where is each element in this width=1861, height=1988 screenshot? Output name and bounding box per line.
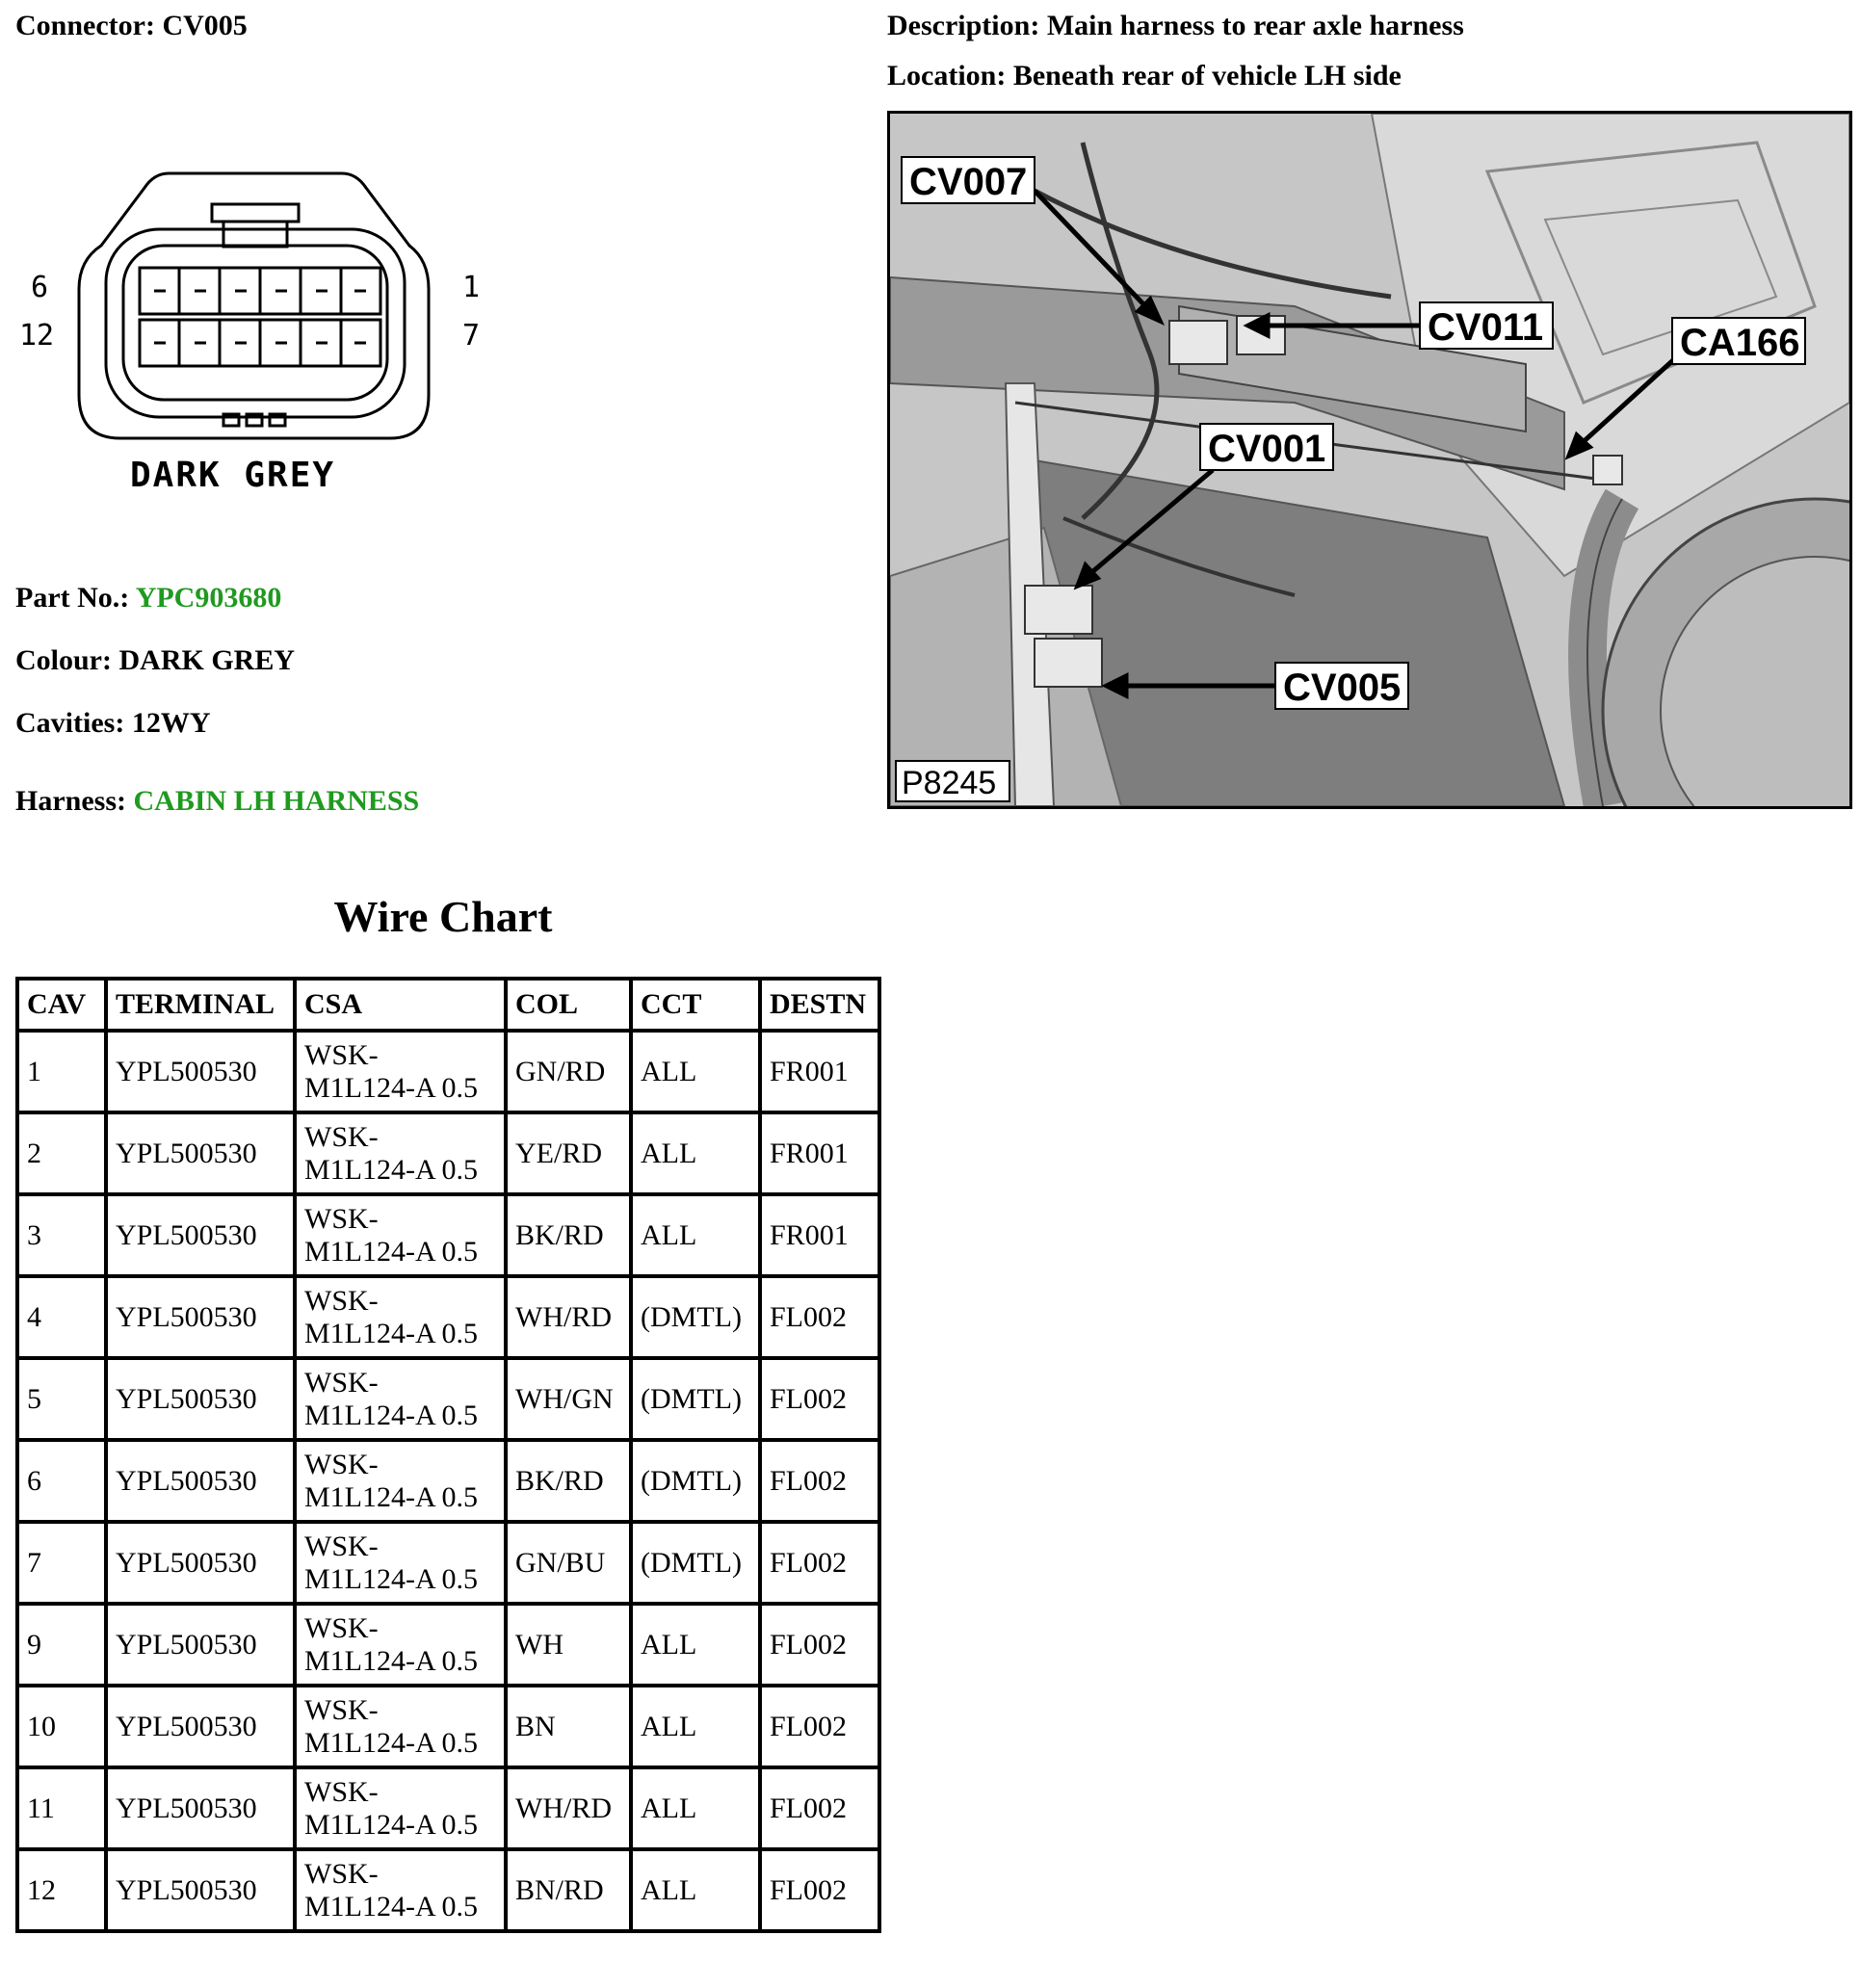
cell-terminal	[106, 1440, 295, 1522]
cell-col	[506, 1767, 631, 1849]
cell-terminal-text: YPL500530	[116, 1546, 257, 1579]
cell-cct-text: ALL	[641, 1628, 697, 1661]
cell-destn	[760, 1522, 879, 1604]
cell-cct-text: (DMTL)	[641, 1546, 742, 1579]
cell-csa-text: WSK-	[304, 1775, 379, 1808]
table-row	[17, 1686, 879, 1767]
table-row	[17, 1767, 879, 1849]
cell-destn-text: FL002	[770, 1382, 848, 1415]
cell-col	[506, 1276, 631, 1358]
cell-csa	[295, 1440, 506, 1522]
wire-chart-title: Wire Chart	[333, 892, 553, 941]
connector-face-diagram	[10, 154, 491, 510]
cell-terminal	[106, 1686, 295, 1767]
cell-destn-text: FR001	[770, 1055, 849, 1087]
header-terminal: TERMINAL	[106, 979, 295, 1031]
cell-cct	[631, 1276, 760, 1358]
cell-csa	[295, 1358, 506, 1440]
cell-cct-text: (DMTL)	[641, 1382, 742, 1415]
location-photo	[887, 111, 1852, 809]
cell-csa-text: WSK-	[304, 1366, 379, 1399]
table-row	[17, 1358, 879, 1440]
cell-terminal	[106, 1276, 295, 1358]
cell-cct-text: ALL	[641, 1055, 697, 1087]
cell-cct	[631, 1112, 760, 1194]
cell-col-text: BK/RD	[515, 1464, 604, 1497]
cell-csa	[295, 1767, 506, 1849]
cell-terminal-text: YPL500530	[116, 1792, 257, 1824]
cell-csa-text: M1L124-A 0.5	[304, 1317, 478, 1349]
cell-cav	[17, 1849, 106, 1931]
cell-col-text: BN	[515, 1710, 556, 1742]
cell-csa	[295, 1686, 506, 1767]
table-header-row	[17, 979, 879, 1031]
cell-csa-text: M1L124-A 0.5	[304, 1644, 478, 1677]
connector-colour-label: DARK GREY	[130, 456, 336, 495]
cell-col-text: YE/RD	[515, 1137, 602, 1169]
cell-terminal-text: YPL500530	[116, 1873, 257, 1906]
cell-destn-text: FL002	[770, 1792, 848, 1824]
cell-csa	[295, 1112, 506, 1194]
cell-cav-text: 5	[27, 1382, 41, 1415]
cell-col-text: BN/RD	[515, 1873, 604, 1906]
connector-id: Connector: CV005	[15, 10, 248, 41]
cell-cct	[631, 1031, 760, 1112]
cell-col	[506, 1112, 631, 1194]
cell-cct	[631, 1194, 760, 1276]
pin-label-12: 12	[19, 319, 55, 353]
pin-label-6: 6	[31, 271, 49, 304]
table-row	[17, 1522, 879, 1604]
cell-col	[506, 1604, 631, 1686]
cell-col-text: GN/RD	[515, 1055, 606, 1087]
cell-csa-text: M1L124-A 0.5	[304, 1808, 478, 1841]
cell-csa-text: M1L124-A 0.5	[304, 1562, 478, 1595]
cell-cct-text: (DMTL)	[641, 1464, 742, 1497]
cell-col	[506, 1194, 631, 1276]
description: Description: Main harness to rear axle harness	[887, 10, 1464, 41]
cell-cav-text: 9	[27, 1628, 41, 1661]
cell-cav	[17, 1358, 106, 1440]
cell-csa-text: WSK-	[304, 1693, 379, 1726]
cell-cct-text: ALL	[641, 1710, 697, 1742]
cell-csa-text: M1L124-A 0.5	[304, 1890, 478, 1923]
harness: Harness: CABIN LH HARNESS	[15, 785, 420, 817]
cell-col	[506, 1440, 631, 1522]
cell-destn-text: FR001	[770, 1218, 849, 1251]
cell-cct	[631, 1522, 760, 1604]
cell-cav-text: 4	[27, 1300, 41, 1333]
cell-destn	[760, 1276, 879, 1358]
cell-terminal	[106, 1522, 295, 1604]
pin-label-1: 1	[462, 271, 481, 304]
cell-cct	[631, 1604, 760, 1686]
header-col: COL	[506, 979, 631, 1031]
wire-chart-table	[15, 977, 881, 1933]
header-cav: CAV	[17, 979, 106, 1031]
cell-csa	[295, 1276, 506, 1358]
cell-cav-text: 2	[27, 1137, 41, 1169]
table-row	[17, 1194, 879, 1276]
cell-destn	[760, 1686, 879, 1767]
cell-col-text: BK/RD	[515, 1218, 604, 1251]
cell-csa	[295, 1522, 506, 1604]
cell-col-text: WH/RD	[515, 1300, 612, 1333]
cell-csa	[295, 1604, 506, 1686]
cell-cav	[17, 1112, 106, 1194]
cell-cav-text: 3	[27, 1218, 41, 1251]
cell-col	[506, 1522, 631, 1604]
cell-csa-text: WSK-	[304, 1530, 379, 1562]
callout-cv001: CV001	[1208, 428, 1326, 470]
cell-cav-text: 11	[27, 1792, 55, 1824]
cell-terminal	[106, 1194, 295, 1276]
cell-col-text: GN/BU	[515, 1546, 606, 1579]
table-row	[17, 1112, 879, 1194]
cell-cav	[17, 1440, 106, 1522]
cell-destn-text: FL002	[770, 1628, 848, 1661]
cell-cct	[631, 1849, 760, 1931]
cell-cav	[17, 1767, 106, 1849]
cell-cct-text: (DMTL)	[641, 1300, 742, 1333]
cell-cct	[631, 1358, 760, 1440]
location: Location: Beneath rear of vehicle LH side	[887, 60, 1402, 92]
cell-csa	[295, 1031, 506, 1112]
cell-destn-text: FR001	[770, 1137, 849, 1169]
cell-cav-text: 12	[27, 1873, 56, 1906]
cell-cct	[631, 1767, 760, 1849]
cell-terminal	[106, 1112, 295, 1194]
cell-col	[506, 1686, 631, 1767]
cell-csa-text: WSK-	[304, 1120, 379, 1153]
cell-csa-text: WSK-	[304, 1611, 379, 1644]
cell-destn	[760, 1604, 879, 1686]
cell-cav-text: 6	[27, 1464, 41, 1497]
cell-destn	[760, 1031, 879, 1112]
cell-cav	[17, 1194, 106, 1276]
cell-destn-text: FL002	[770, 1464, 848, 1497]
cell-destn	[760, 1440, 879, 1522]
table-row	[17, 1604, 879, 1686]
cell-terminal-text: YPL500530	[116, 1137, 257, 1169]
cell-terminal-text: YPL500530	[116, 1464, 257, 1497]
cell-csa-text: M1L124-A 0.5	[304, 1235, 478, 1268]
part-number: Part No.: YPC903680	[15, 582, 282, 614]
header-csa: CSA	[295, 979, 506, 1031]
cell-destn	[760, 1194, 879, 1276]
cell-cav	[17, 1604, 106, 1686]
cell-terminal	[106, 1604, 295, 1686]
cell-cav	[17, 1686, 106, 1767]
cell-csa-text: WSK-	[304, 1284, 379, 1317]
header-destn: DESTN	[760, 979, 879, 1031]
cell-terminal-text: YPL500530	[116, 1218, 257, 1251]
header-cct: CCT	[631, 979, 760, 1031]
cell-cav-text: 7	[27, 1546, 41, 1579]
cell-csa-text: M1L124-A 0.5	[304, 1726, 478, 1759]
cell-cav	[17, 1276, 106, 1358]
cell-destn	[760, 1358, 879, 1440]
cell-terminal-text: YPL500530	[116, 1055, 257, 1087]
cell-col-text: WH/RD	[515, 1792, 612, 1824]
cell-csa	[295, 1849, 506, 1931]
cell-terminal-text: YPL500530	[116, 1628, 257, 1661]
cell-cav-text: 1	[27, 1055, 41, 1087]
cell-csa-text: M1L124-A 0.5	[304, 1153, 478, 1186]
callout-cv005: CV005	[1283, 667, 1402, 709]
cell-csa-text: M1L124-A 0.5	[304, 1399, 478, 1431]
cell-cct-text: ALL	[641, 1137, 697, 1169]
cell-csa-text: WSK-	[304, 1857, 379, 1890]
cell-terminal-text: YPL500530	[116, 1710, 257, 1742]
cell-csa-text: M1L124-A 0.5	[304, 1071, 478, 1104]
cell-cav	[17, 1031, 106, 1112]
cell-destn-text: FL002	[770, 1546, 848, 1579]
cell-destn-text: FL002	[770, 1710, 848, 1742]
cell-cct-text: ALL	[641, 1218, 697, 1251]
table-row	[17, 1440, 879, 1522]
cell-col	[506, 1358, 631, 1440]
cell-col-text: WH	[515, 1628, 564, 1661]
cell-cav	[17, 1522, 106, 1604]
table-row	[17, 1031, 879, 1112]
callout-ca166: CA166	[1680, 322, 1800, 364]
cell-csa-text: WSK-	[304, 1202, 379, 1235]
cell-cct	[631, 1686, 760, 1767]
cell-terminal	[106, 1849, 295, 1931]
cell-terminal-text: YPL500530	[116, 1300, 257, 1333]
cell-terminal-text: YPL500530	[116, 1382, 257, 1415]
cell-terminal	[106, 1031, 295, 1112]
cell-destn	[760, 1849, 879, 1931]
cell-cct	[631, 1440, 760, 1522]
cell-csa-text: WSK-	[304, 1038, 379, 1071]
cell-csa-text: M1L124-A 0.5	[304, 1480, 478, 1513]
cell-csa	[295, 1194, 506, 1276]
cell-terminal	[106, 1767, 295, 1849]
cell-col	[506, 1031, 631, 1112]
table-row	[17, 1849, 879, 1931]
cell-destn-text: FL002	[770, 1300, 848, 1333]
cell-csa-text: WSK-	[304, 1448, 379, 1480]
cell-col-text: WH/GN	[515, 1382, 614, 1415]
cell-cct-text: ALL	[641, 1792, 697, 1824]
cell-terminal	[106, 1358, 295, 1440]
cell-cav-text: 10	[27, 1710, 56, 1742]
pin-label-7: 7	[462, 319, 481, 353]
cavities: Cavities: 12WY	[15, 707, 211, 739]
cell-destn-text: FL002	[770, 1873, 848, 1906]
callout-cv011: CV011	[1428, 306, 1544, 349]
cell-col	[506, 1849, 631, 1931]
cell-destn	[760, 1767, 879, 1849]
photo-reference-id: P8245	[902, 765, 997, 801]
colour: Colour: DARK GREY	[15, 644, 296, 676]
cell-destn	[760, 1112, 879, 1194]
cell-cct-text: ALL	[641, 1873, 697, 1906]
table-row	[17, 1276, 879, 1358]
callout-cv007: CV007	[909, 161, 1028, 203]
